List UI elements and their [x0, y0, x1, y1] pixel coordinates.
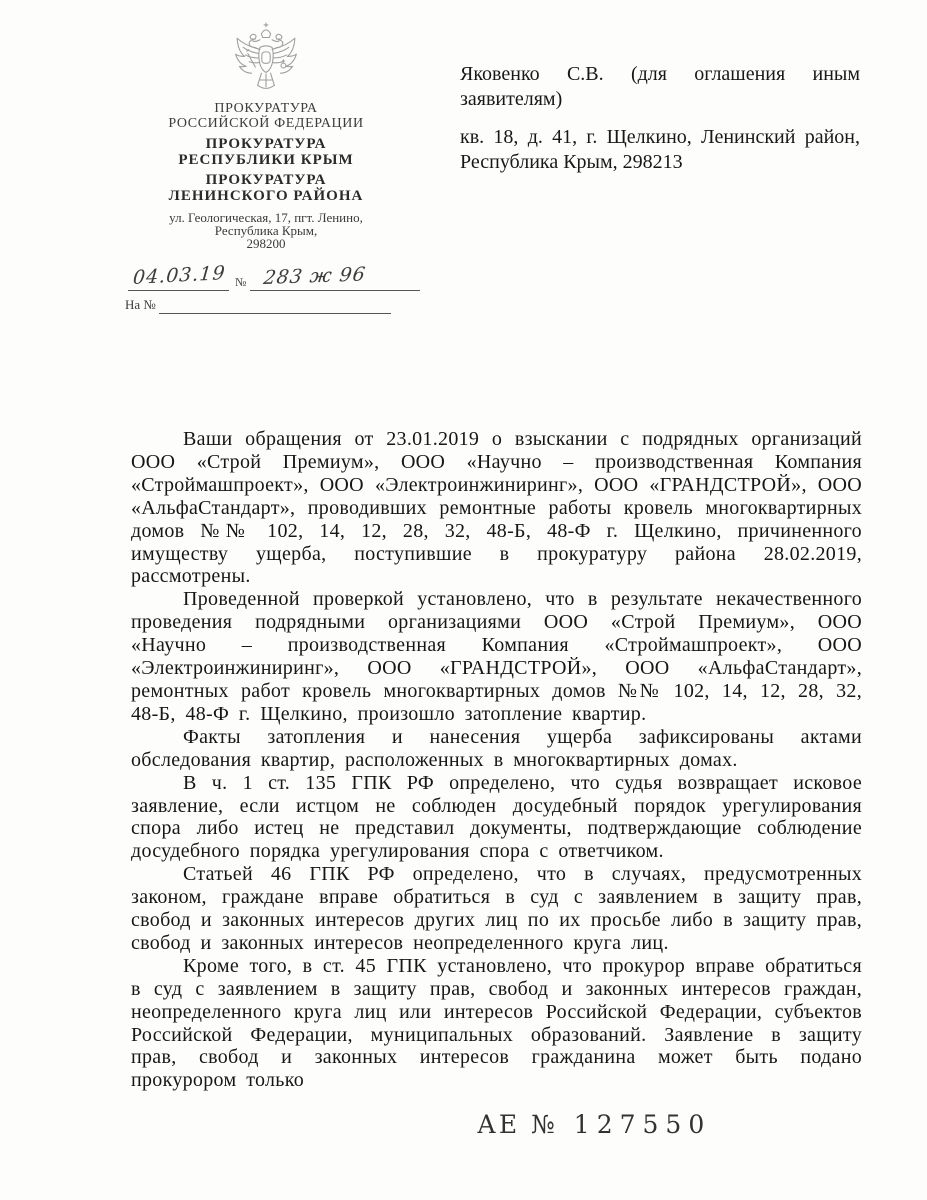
- org-federal-line1: ПРОКУРАТУРА: [214, 101, 318, 116]
- coat-of-arms-icon: [120, 20, 412, 100]
- sender-address-line3: 298200: [246, 235, 286, 251]
- reply-reference-field: [159, 292, 391, 314]
- body-paragraph: Факты затопления и нанесения ущерба зафиксированы актами обследования квартир, расположенных в многоквартирных домах.: [131, 725, 862, 771]
- reply-label: На №: [125, 297, 156, 313]
- sender-address-line2: Республика Крым,: [214, 222, 318, 238]
- org-district-line1: ПРОКУРАТУРА: [205, 172, 327, 188]
- body-paragraph: Статьей 46 ГПК РФ определено, что в случаях, предусмотренных законом, граждане вправе обратиться в суд с заявлением в защиту прав, свобод и законных интересов других лиц по их просьбе либо в защиту прав, свобод и законных интересов неопределенного круга лиц.: [131, 863, 862, 954]
- body-paragraph: Проведенной проверкой установлено, что в результате некачественного проведения подрядными организациями ООО «Строй Премиум», ООО «Научно – производственная Компания «Строймашпроект», ООО «Электроинжиниринг», ООО «ГРАНДСТРОЙ», ООО «АльфаСтандарт», ремонтных работ кровель многоквартирных домов №№ 102, 14, 12, 28, 32, 48-Б, 48-Ф г. Щелкино, произошло затопление квартир.: [131, 588, 862, 725]
- body-paragraph: Ваши обращения от 23.01.2019 о взыскании с подрядных организаций ООО «Строй Премиум», ООО «Научно – производственная Компания «Строймашпроект», ООО «Электроинжиниринг», ООО «ГРАНДСТРОЙ», ООО «АльфаСтандарт», проводивших ремонтные работы кровель многоквартирных домов №№ 102, 14, 12, 28, 32, 48-Б, 48-Ф г. Щелкино, причиненного имуществу ущерба, поступившие в прокуратуру района 28.02.2019, рассмотрены.: [131, 428, 862, 588]
- handwritten-number: 283 ж 96: [262, 263, 368, 290]
- org-district-line2: ЛЕНИНСКОГО РАЙОНА: [168, 187, 364, 204]
- date-field: [128, 262, 229, 291]
- org-district: [120, 173, 412, 204]
- org-republic: [120, 137, 412, 168]
- reply-reference-row: [120, 292, 412, 314]
- org-federal-line2: РОССИЙСКОЙ ФЕДЕРАЦИИ: [168, 115, 364, 131]
- addressee-name: Яковенко С.В. (для оглашения иным заявителям): [460, 63, 860, 110]
- handwritten-date: 04.03.19: [132, 262, 227, 290]
- sender-postal-address: [120, 212, 412, 250]
- addressee-address: кв. 18, д. 41, г. Щелкино, Ленинский район, Республика Крым, 298213: [460, 126, 860, 173]
- number-label: №: [235, 275, 247, 290]
- date-number-row: [120, 262, 412, 291]
- form-serial-number: 127550: [573, 1110, 712, 1139]
- outgoing-number-field: [250, 263, 420, 291]
- org-federal: [120, 102, 412, 131]
- org-republic-line2: РЕСПУБЛИКИ КРЫМ: [178, 151, 354, 168]
- form-serial: [477, 1110, 711, 1139]
- addressee-block: [460, 62, 860, 174]
- body-paragraph: В ч. 1 ст. 135 ГПК РФ определено, что судья возвращает исковое заявление, если истцом не соблюден досудебный порядок урегулирования спора либо истец не представил документы, подтверждающие соблюдение досудебного порядка урегулирования спора с ответчиком.: [131, 771, 862, 863]
- sender-address-line1: ул. Геологическая, 17, пгт. Ленино,: [169, 210, 363, 225]
- letterhead: [120, 18, 412, 314]
- form-serial-series: АЕ №: [477, 1110, 558, 1139]
- letter-body: [131, 428, 862, 1092]
- body-paragraph: Кроме того, в ст. 45 ГПК установлено, что прокурор вправе обратиться в суд с заявлением в защиту прав, свобод и законных интересов граждан, неопределенного круга лиц или интересов Российской Федерации, субъектов Российской Федерации, муниципальных образований. Заявление в защиту прав, свобод и законных интересов гражданина может быть подано прокурором только: [131, 954, 862, 1092]
- org-republic-line1: ПРОКУРАТУРА: [205, 136, 327, 152]
